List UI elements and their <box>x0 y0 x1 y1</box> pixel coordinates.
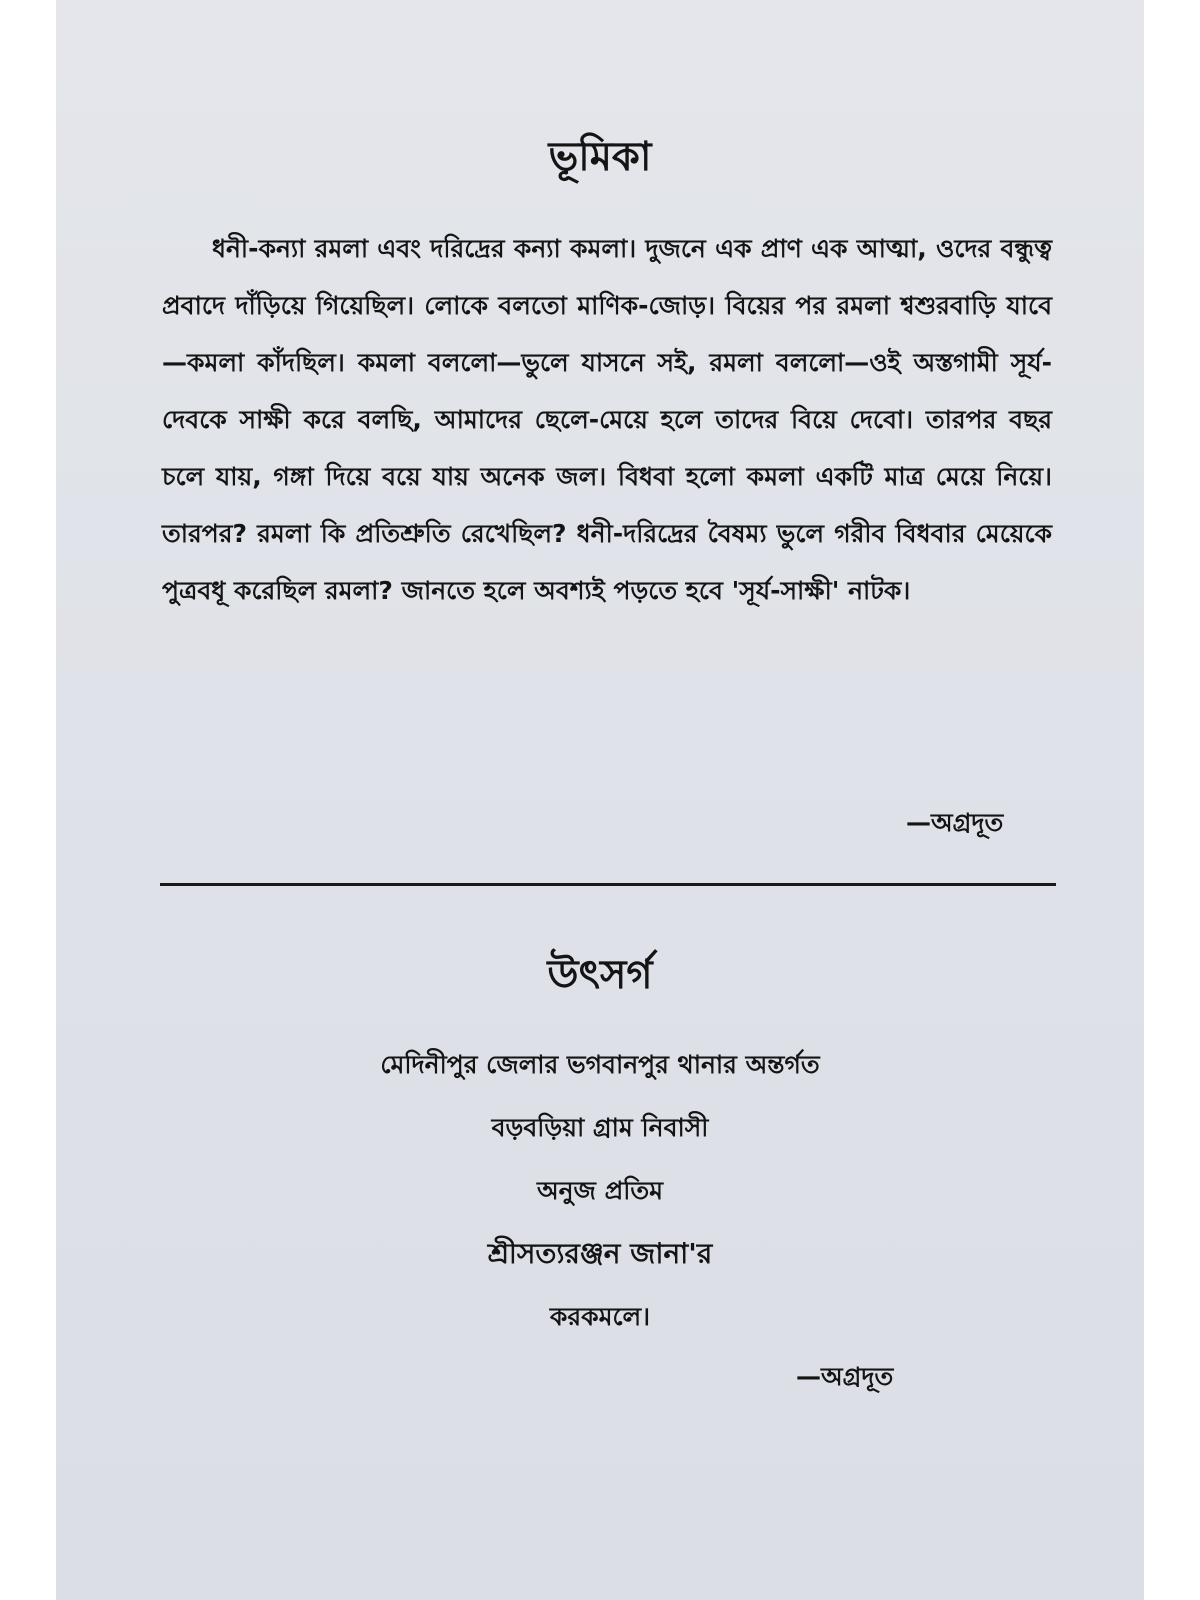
section-divider <box>160 883 1056 886</box>
dedication-line-closing: করকমলে। <box>549 1302 651 1331</box>
dedication-line-district: মেদিনীপুর জেলার ভগবানপুর থানার অন্তর্গত <box>380 1050 820 1079</box>
preface-signature: —অগ্রদূত <box>906 808 1004 837</box>
dedication-line-name: শ্রীসত্যরঞ্জন জানা'র <box>487 1237 713 1270</box>
preface-title: ভূমিকা <box>548 134 652 180</box>
dedication-text <box>56 1045 1144 1360</box>
dedication-signature: —অগ্রদূত <box>796 1362 894 1391</box>
preface-body: ধনী-কন্যা রমলা এবং দরিদ্রের কন্যা কমলা। দুজনে এক প্রাণ এক আত্মা, ওদের বন্ধুত্ব প্রবাদে দাঁড়িয়ে গিয়েছিল। লোকে বলতো মাণিক-জোড়। বিয়ের পর রমলা শ্বশুরবাড়ি যাবে—কমলা কাঁদছিল। কমলা বললো—ভুলে যাসনে সই, রমলা বললো—ওই অস্তগামী সূর্য-দেবকে সাক্ষী করে বলছি, আমাদের ছেলে-মেয়ে হলে তাদের বিয়ে দেবো। তারপর বছর চলে যায়, গঙ্গা দিয়ে বয়ে যায় অনেক জল। বিধবা হলো কমলা একটি মাত্র মেয়ে নিয়ে। তারপর? রমলা কি প্রতিশ্রুতি রেখেছিল? ধনী-দরিদ্রের বৈষম্য ভুলে গরীব বিধবার মেয়েকে পুত্রবধূ করেছিল রমলা? জানতে হলে অবশ্যই পড়তে হবে 'সূর্য-সাক্ষী' নাটক। <box>162 234 1052 605</box>
dedication-line-village: বড়বড়িয়া গ্রাম নিবাসী <box>491 1113 709 1142</box>
dedication-title: উৎসর্গ <box>547 952 653 998</box>
book-page <box>56 0 1144 1600</box>
dedication-line-relation: অনুজ প্রতিম <box>536 1176 664 1205</box>
